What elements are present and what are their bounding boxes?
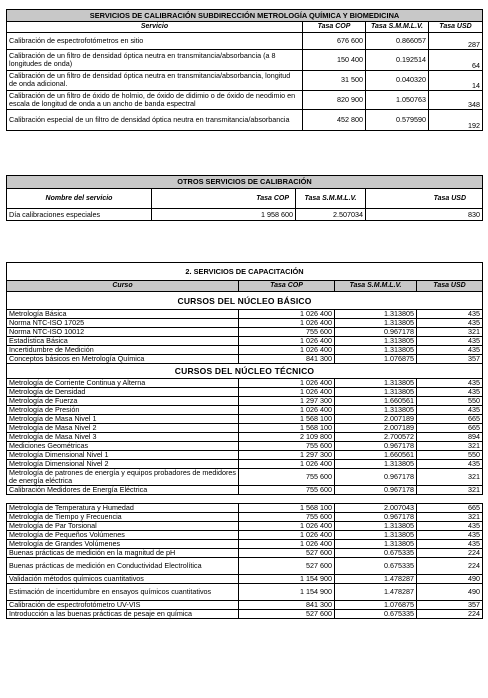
rate-smlv: 1.313805: [335, 522, 417, 531]
rate-cop: 1 026 400: [239, 406, 335, 415]
section-title-technical: CURSOS DEL NÚCLEO TÉCNICO: [7, 364, 483, 379]
col-header-smlv: Tasa S.M.M.L.V.: [296, 189, 366, 209]
rate-cop: 1 026 400: [239, 460, 335, 469]
rate-cop: 150 400: [303, 49, 366, 70]
rate-usd: 321: [417, 328, 483, 337]
table-row: [7, 504, 483, 513]
rate-usd: 435: [417, 531, 483, 540]
course-name: Metrología de Tiempo y Frecuencia: [7, 513, 239, 522]
rate-smlv: 2.007189: [335, 415, 417, 424]
rate-usd: 224: [417, 549, 483, 558]
row-gap-cell: [7, 495, 483, 504]
rate-cop: 1 026 400: [239, 319, 335, 328]
table-row: [7, 513, 483, 522]
rate-smlv: 0.192514: [366, 49, 429, 70]
rate-cop: 820 900: [303, 90, 366, 109]
rate-usd: 357: [417, 355, 483, 364]
rate-smlv: 1.313805: [335, 319, 417, 328]
course-name: Metrología de Fuerza: [7, 397, 239, 406]
course-name: Metrología de Masa Nivel 1: [7, 415, 239, 424]
course-name: Validación métodos químicos cuantitativos: [7, 575, 239, 584]
rate-cop: 1 026 400: [239, 346, 335, 355]
rate-cop: 527 600: [239, 558, 335, 575]
table-row: [7, 486, 483, 495]
table-row: [7, 531, 483, 540]
rate-usd: 435: [417, 460, 483, 469]
rate-usd: 435: [417, 319, 483, 328]
rate-usd: 665: [417, 504, 483, 513]
course-name: Metrología de Masa Nivel 2: [7, 424, 239, 433]
service-name: Día calibraciones especiales: [7, 209, 152, 221]
rate-usd: 287: [429, 32, 483, 49]
rate-smlv: 2.007043: [335, 504, 417, 513]
course-name: Metrología de Masa Nivel 3: [7, 433, 239, 442]
course-name: Metrología de Densidad: [7, 388, 239, 397]
course-name: Metrología de Temperatura y Humedad: [7, 504, 239, 513]
rate-smlv: 0.967178: [335, 442, 417, 451]
rate-smlv: 2.700572: [335, 433, 417, 442]
rate-smlv: 1.313805: [335, 310, 417, 319]
rate-smlv: 1.313805: [335, 406, 417, 415]
row-gap: [7, 495, 483, 504]
table-row: [7, 346, 483, 355]
table-row: [7, 49, 483, 70]
rate-usd: 830: [366, 209, 483, 221]
service-name: Calibración de un filtro de densidad óptica neutra en transmitancia/absorbancia (a 8 longitudes de onda): [7, 49, 303, 70]
rate-smlv: 0.866057: [366, 32, 429, 49]
rate-smlv: 1.076875: [335, 601, 417, 610]
table-row: [7, 540, 483, 549]
rate-smlv: 0.967178: [335, 469, 417, 486]
rate-cop: 1 026 400: [239, 310, 335, 319]
rate-cop: 676 600: [303, 32, 366, 49]
rate-smlv: 1.076875: [335, 355, 417, 364]
col-header-cop: Tasa COP: [303, 22, 366, 33]
rate-smlv: 0.967178: [335, 486, 417, 495]
rate-cop: 755 600: [239, 486, 335, 495]
rate-usd: 894: [417, 433, 483, 442]
table-title: 2. SERVICIOS DE CAPACITACIÓN: [7, 263, 483, 281]
rate-cop: 1 568 100: [239, 504, 335, 513]
course-name: Incertidumbre de Medición: [7, 346, 239, 355]
course-name: Norma NTC-ISO 17025: [7, 319, 239, 328]
rate-cop: 31 500: [303, 70, 366, 90]
rate-cop: 755 600: [239, 442, 335, 451]
course-name: Buenas prácticas de medición en Conductividad Electrolítica: [7, 558, 239, 575]
rate-cop: 841 300: [239, 601, 335, 610]
rate-cop: 1 026 400: [239, 531, 335, 540]
rate-smlv: 0.040320: [366, 70, 429, 90]
col-header-service-name: Nombre del servicio: [7, 189, 152, 209]
rate-cop: 1 568 100: [239, 415, 335, 424]
rate-usd: 490: [417, 575, 483, 584]
course-name: Metrología de Presión: [7, 406, 239, 415]
rate-cop: 527 600: [239, 610, 335, 619]
course-name: Metrología de Corriente Continua y Alterna: [7, 379, 239, 388]
rate-usd: 435: [417, 379, 483, 388]
rate-usd: 550: [417, 397, 483, 406]
rate-smlv: 2.507034: [296, 209, 366, 221]
table-title: OTROS SERVICIOS DE CALIBRACIÓN: [7, 176, 483, 189]
rate-cop: 452 800: [303, 109, 366, 130]
rate-usd: 665: [417, 415, 483, 424]
table-row: [7, 460, 483, 469]
table-row: [7, 379, 483, 388]
service-name: Calibración de un filtro de densidad óptica neutra en transmitancia/absorbancia, longitud de onda adicional.: [7, 70, 303, 90]
course-name: Metrología Dimensional Nivel 2: [7, 460, 239, 469]
rate-usd: 435: [417, 540, 483, 549]
table-row: [7, 549, 483, 558]
course-name: Conceptos básicos en Metrología Química: [7, 355, 239, 364]
course-name: Calibración Medidores de Energía Eléctrica: [7, 486, 239, 495]
rate-smlv: 0.579590: [366, 109, 429, 130]
rate-usd: 435: [417, 337, 483, 346]
rate-usd: 224: [417, 610, 483, 619]
table-row: [7, 388, 483, 397]
rate-smlv: 0.967178: [335, 328, 417, 337]
course-name: Metrología de patrones de energía y equipos probadores de medidores de energía eléctrica: [7, 469, 239, 486]
table-row: [7, 109, 483, 130]
table-row: [7, 209, 483, 221]
rate-usd: 348: [429, 90, 483, 109]
rate-smlv: 1.313805: [335, 379, 417, 388]
rate-cop: 1 958 600: [152, 209, 296, 221]
col-header-cop: Tasa COP: [152, 189, 296, 209]
col-header-usd: Tasa USD: [366, 189, 483, 209]
rate-smlv: 1.478287: [335, 575, 417, 584]
table-row: [7, 451, 483, 460]
course-name: Metrología de Grandes Volúmenes: [7, 540, 239, 549]
rate-usd: 357: [417, 601, 483, 610]
rate-usd: 192: [429, 109, 483, 130]
service-name: Calibración de espectrofotómetros en sitio: [7, 32, 303, 49]
col-header-cop: Tasa COP: [239, 281, 335, 292]
table-row: [7, 406, 483, 415]
rate-cop: 1 154 900: [239, 575, 335, 584]
rate-smlv: 1.313805: [335, 540, 417, 549]
rate-usd: 321: [417, 442, 483, 451]
table-row: [7, 355, 483, 364]
rate-usd: 64: [429, 49, 483, 70]
rate-cop: 755 600: [239, 469, 335, 486]
table-row: [7, 32, 483, 49]
rate-usd: 224: [417, 558, 483, 575]
table-row: [7, 584, 483, 601]
course-name: Introducción a las buenas prácticas de pesaje en química: [7, 610, 239, 619]
table-row: [7, 469, 483, 486]
table-row: [7, 70, 483, 90]
rate-cop: 1 026 400: [239, 540, 335, 549]
rate-cop: 1 297 300: [239, 397, 335, 406]
table-row: [7, 522, 483, 531]
table-row: [7, 415, 483, 424]
rate-smlv: 1.313805: [335, 346, 417, 355]
rate-usd: 490: [417, 584, 483, 601]
rate-cop: 2 109 800: [239, 433, 335, 442]
table-row: [7, 558, 483, 575]
table-row: [7, 337, 483, 346]
col-header-service: Servicio: [7, 22, 303, 33]
service-name: Calibración de un filtro de óxido de holmio, de óxido de didimio o de óxido de neodimio en escala de longitud de onda a un ancho de banda espectral: [7, 90, 303, 109]
table-row: [7, 610, 483, 619]
course-name: Buenas prácticas de medición en la magnitud de pH: [7, 549, 239, 558]
rate-smlv: 1.313805: [335, 337, 417, 346]
training-services-table: [6, 262, 483, 619]
table-row: [7, 424, 483, 433]
rate-smlv: 2.007189: [335, 424, 417, 433]
rate-smlv: 1.313805: [335, 531, 417, 540]
calibration-services-table: [6, 9, 483, 131]
rate-smlv: 1.660561: [335, 451, 417, 460]
col-header-smlv: Tasa S.M.M.L.V.: [366, 22, 429, 33]
rate-usd: 321: [417, 486, 483, 495]
col-header-smlv: Tasa S.M.M.L.V.: [335, 281, 417, 292]
rate-cop: 1 154 900: [239, 584, 335, 601]
table-row: [7, 433, 483, 442]
course-name: Metrología Dimensional Nivel 1: [7, 451, 239, 460]
rate-cop: 1 297 300: [239, 451, 335, 460]
col-header-usd: Tasa USD: [417, 281, 483, 292]
table-row: [7, 442, 483, 451]
rate-smlv: 0.675335: [335, 549, 417, 558]
rate-cop: 1 026 400: [239, 522, 335, 531]
rate-cop: 1 026 400: [239, 388, 335, 397]
rate-cop: 1 026 400: [239, 337, 335, 346]
rate-cop: 527 600: [239, 549, 335, 558]
rate-smlv: 1.313805: [335, 388, 417, 397]
section-title-basic: CURSOS DEL NÚCLEO BÁSICO: [7, 292, 483, 310]
rate-smlv: 0.675335: [335, 610, 417, 619]
col-header-usd: Tasa USD: [429, 22, 483, 33]
rate-usd: 435: [417, 388, 483, 397]
course-name: Metrología de Par Torsional: [7, 522, 239, 531]
table-row: [7, 397, 483, 406]
rate-usd: 435: [417, 522, 483, 531]
rate-cop: 841 300: [239, 355, 335, 364]
course-name: Calibración de espectrofotómetro UV-VIS: [7, 601, 239, 610]
rate-usd: 321: [417, 469, 483, 486]
other-calibration-services-table: [6, 175, 483, 221]
rate-usd: 550: [417, 451, 483, 460]
table-title: SERVICIOS DE CALIBRACIÓN SUBDIRECCIÓN METROLOGÍA QUÍMICA Y BIOMEDICINA: [7, 10, 483, 22]
table-row: [7, 319, 483, 328]
rate-cop: 1 026 400: [239, 379, 335, 388]
rate-usd: 14: [429, 70, 483, 90]
rate-smlv: 1.050763: [366, 90, 429, 109]
course-name: Norma NTC-ISO 10012: [7, 328, 239, 337]
course-name: Metrología de Pequeños Volúmenes: [7, 531, 239, 540]
course-name: Mediciones Geométricas: [7, 442, 239, 451]
rate-usd: 665: [417, 424, 483, 433]
col-header-course: Curso: [7, 281, 239, 292]
rate-smlv: 1.313805: [335, 460, 417, 469]
rate-usd: 435: [417, 346, 483, 355]
rate-smlv: 1.660561: [335, 397, 417, 406]
table-row: [7, 575, 483, 584]
rate-usd: 435: [417, 406, 483, 415]
rate-usd: 321: [417, 513, 483, 522]
table-row: [7, 601, 483, 610]
table-row: [7, 310, 483, 319]
rate-cop: 755 600: [239, 328, 335, 337]
rate-smlv: 0.967178: [335, 513, 417, 522]
course-name: Estimación de incertidumbre en ensayos químicos cuantitativos: [7, 584, 239, 601]
rate-usd: 435: [417, 310, 483, 319]
rate-cop: 1 568 100: [239, 424, 335, 433]
course-name: Metrología Básica: [7, 310, 239, 319]
service-name: Calibración especial de un filtro de densidad óptica neutra en transmitancia/absorbancia: [7, 109, 303, 130]
rate-cop: 755 600: [239, 513, 335, 522]
course-name: Estadística Básica: [7, 337, 239, 346]
rate-smlv: 0.675335: [335, 558, 417, 575]
table-row: [7, 90, 483, 109]
rate-smlv: 1.478287: [335, 584, 417, 601]
table-row: [7, 328, 483, 337]
